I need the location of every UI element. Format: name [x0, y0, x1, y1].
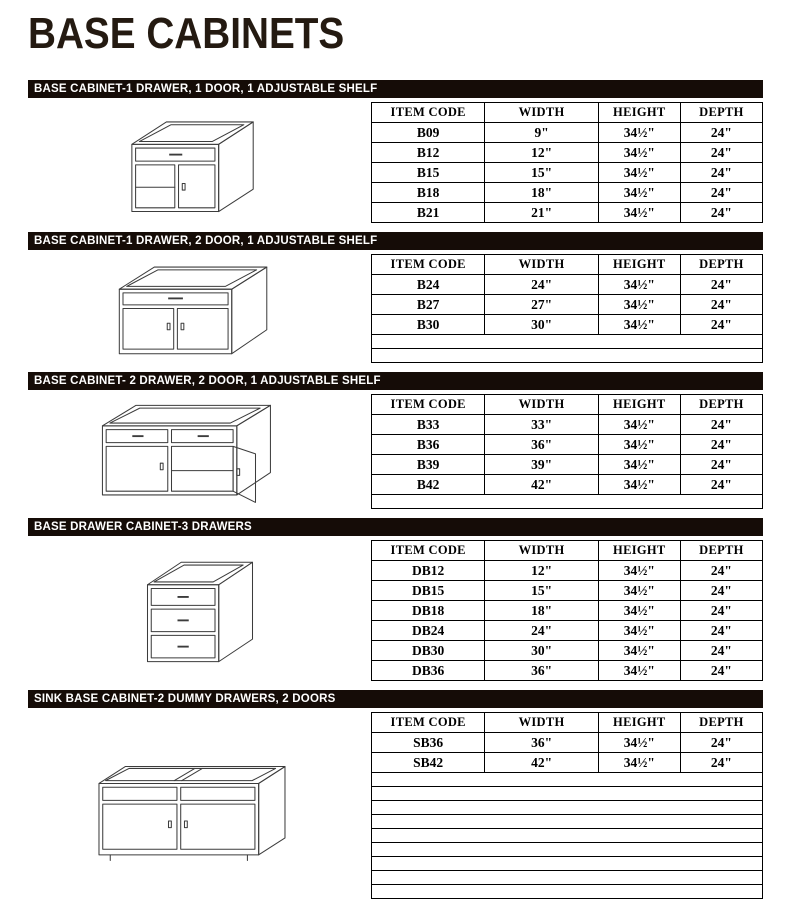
width-cell: 12" [485, 561, 598, 581]
spec-row-DB36 [372, 661, 763, 681]
spec-row-B33 [372, 415, 763, 435]
empty-row [372, 335, 763, 349]
spec-row-SB42 [372, 753, 763, 773]
item-code-cell: B18 [372, 183, 485, 203]
depth-cell: 24" [680, 641, 762, 661]
column-header-width: WIDTH [485, 541, 598, 561]
column-header-item-code: ITEM CODE [372, 713, 485, 733]
height-cell: 34½" [598, 455, 680, 475]
item-code-cell: B27 [372, 295, 485, 315]
depth-cell: 24" [680, 143, 762, 163]
depth-cell: 24" [680, 733, 762, 753]
depth-cell: 24" [680, 561, 762, 581]
cabinet-drawing-1drawer-2door [28, 256, 371, 362]
column-header-height: HEIGHT [598, 713, 680, 733]
empty-row [372, 871, 763, 885]
spec-row-DB12 [372, 561, 763, 581]
column-header-width: WIDTH [485, 103, 598, 123]
empty-row [372, 349, 763, 363]
item-code-cell: DB24 [372, 621, 485, 641]
item-code-cell: DB30 [372, 641, 485, 661]
spec-row-SB36 [372, 733, 763, 753]
spec-row-B09 [372, 123, 763, 143]
height-cell: 34½" [598, 641, 680, 661]
spec-row-B39 [372, 455, 763, 475]
width-cell: 9" [485, 123, 598, 143]
empty-cell [372, 829, 763, 843]
cabinet-drawing-sink-base [28, 744, 371, 868]
depth-cell: 24" [680, 661, 762, 681]
depth-cell: 24" [680, 415, 762, 435]
spec-row-B18 [372, 183, 763, 203]
item-code-cell: DB36 [372, 661, 485, 681]
empty-cell [372, 349, 763, 363]
section-title-bar [28, 372, 763, 390]
depth-cell: 24" [680, 163, 762, 183]
table-header-row [372, 395, 763, 415]
height-cell: 34½" [598, 753, 680, 773]
empty-cell [372, 871, 763, 885]
empty-cell [372, 843, 763, 857]
width-cell: 42" [485, 475, 598, 495]
height-cell: 34½" [598, 123, 680, 143]
spec-row-DB30 [372, 641, 763, 661]
table-header-row [372, 255, 763, 275]
height-cell: 34½" [598, 315, 680, 335]
item-code-cell: B36 [372, 435, 485, 455]
depth-cell: 24" [680, 455, 762, 475]
empty-row [372, 857, 763, 871]
height-cell: 34½" [598, 561, 680, 581]
column-header-depth: DEPTH [680, 103, 762, 123]
cabinet-line-drawing-icon [82, 744, 317, 868]
width-cell: 24" [485, 621, 598, 641]
depth-cell: 24" [680, 295, 762, 315]
depth-cell: 24" [680, 581, 762, 601]
spec-row-B21 [372, 203, 763, 223]
item-code-cell: DB18 [372, 601, 485, 621]
width-cell: 36" [485, 733, 598, 753]
spec-row-DB24 [372, 621, 763, 641]
spec-row-B42 [372, 475, 763, 495]
cabinet-drawing-3drawers [28, 549, 371, 673]
height-cell: 34½" [598, 183, 680, 203]
column-header-item-code: ITEM CODE [372, 541, 485, 561]
section-title-bar [28, 232, 763, 250]
section-title: BASE DRAWER CABINET-3 DRAWERS [34, 521, 252, 533]
section-base-cabinet-2drawer-2door [28, 372, 763, 509]
column-header-item-code: ITEM CODE [372, 395, 485, 415]
item-code-cell: B24 [372, 275, 485, 295]
height-cell: 34½" [598, 275, 680, 295]
item-code-cell: B42 [372, 475, 485, 495]
section-title: BASE CABINET-1 DRAWER, 1 DOOR, 1 ADJUSTABLE SHELF [34, 83, 378, 95]
spec-table-base-cabinet-1drawer-2door [371, 254, 763, 363]
item-code-cell: B21 [372, 203, 485, 223]
column-header-depth: DEPTH [680, 713, 762, 733]
cabinet-line-drawing-icon [87, 396, 312, 508]
cabinet-line-drawing-icon [125, 549, 275, 673]
width-cell: 42" [485, 753, 598, 773]
height-cell: 34½" [598, 415, 680, 435]
item-code-cell: B12 [372, 143, 485, 163]
spec-table-base-cabinet-1drawer-1door [371, 102, 763, 223]
height-cell: 34½" [598, 143, 680, 163]
empty-cell [372, 773, 763, 787]
width-cell: 21" [485, 203, 598, 223]
height-cell: 34½" [598, 661, 680, 681]
page-title: BASE CABINETS [28, 9, 345, 58]
spec-row-B24 [372, 275, 763, 295]
height-cell: 34½" [598, 621, 680, 641]
depth-cell: 24" [680, 203, 762, 223]
width-cell: 18" [485, 183, 598, 203]
column-header-depth: DEPTH [680, 395, 762, 415]
width-cell: 36" [485, 661, 598, 681]
width-cell: 33" [485, 415, 598, 435]
empty-cell [372, 495, 763, 509]
height-cell: 34½" [598, 601, 680, 621]
empty-cell [372, 801, 763, 815]
empty-row [372, 829, 763, 843]
width-cell: 24" [485, 275, 598, 295]
spec-row-DB18 [372, 601, 763, 621]
spec-row-B27 [372, 295, 763, 315]
height-cell: 34½" [598, 435, 680, 455]
section-body [28, 540, 763, 681]
empty-row [372, 885, 763, 899]
section-body [28, 254, 763, 363]
column-header-width: WIDTH [485, 395, 598, 415]
item-code-cell: DB15 [372, 581, 485, 601]
empty-cell [372, 857, 763, 871]
item-code-cell: SB36 [372, 733, 485, 753]
section-title: BASE CABINET-1 DRAWER, 2 DOOR, 1 ADJUSTABLE SHELF [34, 235, 378, 247]
section-body [28, 712, 763, 899]
item-code-cell: B09 [372, 123, 485, 143]
empty-cell [372, 815, 763, 829]
column-header-depth: DEPTH [680, 541, 762, 561]
width-cell: 30" [485, 315, 598, 335]
height-cell: 34½" [598, 295, 680, 315]
spec-table-sink-base-cabinet [371, 712, 763, 899]
width-cell: 12" [485, 143, 598, 163]
height-cell: 34½" [598, 475, 680, 495]
empty-row [372, 815, 763, 829]
section-title: BASE CABINET- 2 DRAWER, 2 DOOR, 1 ADJUSTABLE SHELF [34, 375, 381, 387]
section-body [28, 394, 763, 509]
item-code-cell: SB42 [372, 753, 485, 773]
empty-row [372, 843, 763, 857]
depth-cell: 24" [680, 753, 762, 773]
height-cell: 34½" [598, 203, 680, 223]
cabinet-drawing-2drawer-2door [28, 396, 371, 508]
spec-row-B30 [372, 315, 763, 335]
item-code-cell: B33 [372, 415, 485, 435]
spec-row-B12 [372, 143, 763, 163]
column-header-height: HEIGHT [598, 255, 680, 275]
width-cell: 15" [485, 581, 598, 601]
width-cell: 18" [485, 601, 598, 621]
height-cell: 34½" [598, 163, 680, 183]
item-code-cell: DB12 [372, 561, 485, 581]
spec-row-DB15 [372, 581, 763, 601]
table-header-row [372, 713, 763, 733]
empty-row [372, 495, 763, 509]
item-code-cell: B15 [372, 163, 485, 183]
spec-table-base-cabinet-2drawer-2door [371, 394, 763, 509]
depth-cell: 24" [680, 601, 762, 621]
section-title-bar [28, 690, 763, 708]
section-base-cabinet-1drawer-2door [28, 232, 763, 363]
depth-cell: 24" [680, 621, 762, 641]
item-code-cell: B30 [372, 315, 485, 335]
column-header-depth: DEPTH [680, 255, 762, 275]
column-header-width: WIDTH [485, 255, 598, 275]
empty-row [372, 787, 763, 801]
depth-cell: 24" [680, 315, 762, 335]
empty-row [372, 773, 763, 787]
depth-cell: 24" [680, 435, 762, 455]
section-body [28, 102, 763, 223]
width-cell: 15" [485, 163, 598, 183]
spec-row-B15 [372, 163, 763, 183]
table-header-row [372, 541, 763, 561]
spec-table-base-drawer-cabinet-3drawers [371, 540, 763, 681]
section-sink-base-cabinet [28, 690, 763, 899]
column-header-width: WIDTH [485, 713, 598, 733]
column-header-height: HEIGHT [598, 541, 680, 561]
height-cell: 34½" [598, 733, 680, 753]
empty-row [372, 801, 763, 815]
empty-cell [372, 885, 763, 899]
height-cell: 34½" [598, 581, 680, 601]
width-cell: 27" [485, 295, 598, 315]
depth-cell: 24" [680, 475, 762, 495]
cabinet-line-drawing-icon [102, 256, 297, 362]
column-header-item-code: ITEM CODE [372, 103, 485, 123]
column-header-height: HEIGHT [598, 103, 680, 123]
depth-cell: 24" [680, 275, 762, 295]
table-header-row [372, 103, 763, 123]
section-title-bar [28, 80, 763, 98]
section-title-bar [28, 518, 763, 536]
spec-row-B36 [372, 435, 763, 455]
depth-cell: 24" [680, 123, 762, 143]
width-cell: 39" [485, 455, 598, 475]
section-title: SINK BASE CABINET-2 DUMMY DRAWERS, 2 DOORS [34, 693, 336, 705]
cabinet-line-drawing-icon [110, 107, 290, 219]
column-header-item-code: ITEM CODE [372, 255, 485, 275]
empty-cell [372, 787, 763, 801]
section-base-cabinet-1drawer-1door [28, 80, 763, 223]
empty-cell [372, 335, 763, 349]
cabinet-drawing-1drawer-1door [28, 107, 371, 219]
section-base-drawer-cabinet-3drawers [28, 518, 763, 681]
width-cell: 36" [485, 435, 598, 455]
width-cell: 30" [485, 641, 598, 661]
item-code-cell: B39 [372, 455, 485, 475]
depth-cell: 24" [680, 183, 762, 203]
column-header-height: HEIGHT [598, 395, 680, 415]
